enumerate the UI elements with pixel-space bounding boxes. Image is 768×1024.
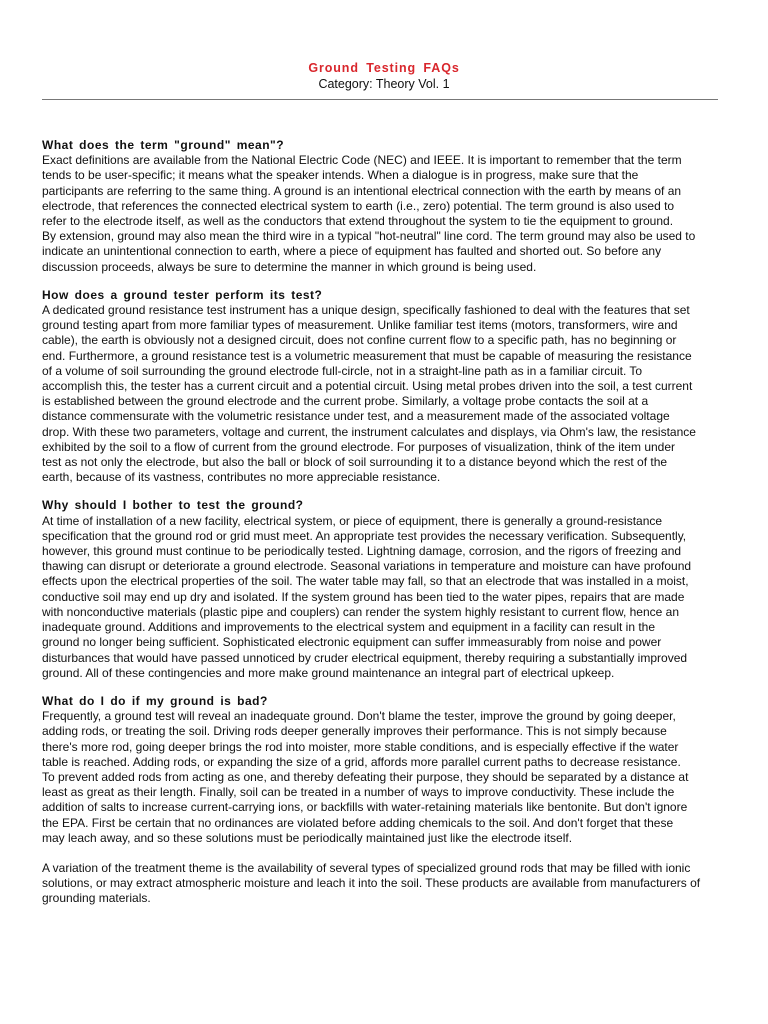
answer-line: the EPA. First be certain that no ordinances are violated before adding chemicals to the soil. And don't forget that these [42,815,674,830]
header-divider [42,99,718,100]
faq-answer [42,303,732,485]
answer-line: may leach away, and so these solutions must be periodically maintained just like the electrode itself. [42,830,573,845]
faq-question: How does a ground tester perform its test? [42,287,323,302]
answer-line: A dedicated ground resistance test instrument has a unique design, specifically fashioned to deal with the features that set [42,303,690,318]
faq-answer-continued [42,861,732,907]
answer-line: inadequate ground. Additions and improvements to the electrical system and equipment in a facility can result in the [42,620,656,635]
faq-answer [42,709,732,846]
answer-line: thawing can disrupt or deteriorate a ground electrode. Seasonal variations in temperature and moisture can have profound [42,559,692,574]
answer-line: specification that the ground rod or grid must meet. An appropriate test provides the necessary verification. Subsequently, [42,528,687,543]
paragraph-spacer [42,846,732,861]
faq-question: Why should I bother to test the ground? [42,498,304,513]
faq-question: What do I do if my ground is bad? [42,693,268,708]
faq-section-tester-test [42,288,732,486]
faq-answer [42,514,732,681]
answer-line: refer to the electrode itself, as well as the conductors that extend throughout the system to tie the equipment to ground. [42,214,674,229]
answer-line: of a volume of soil surrounding the ground electrode full-circle, not in a straight-line path as in a familiar circuit. To [42,363,643,378]
faq-section-why-test [42,498,732,680]
answer-line: ground. All of these contingencies and more make ground maintenance an integral part of electrical upkeep. [42,665,615,680]
answer-line: drop. With these two parameters, voltage and current, the instrument calculates and displays, via Ohm's law, the resistance [42,424,696,439]
answer-line: conductive soil may end up dry and isolated. If the system ground has been tied to the water pipes, repairs that are made [42,589,685,604]
answer-line: least as great as their length. Finally, soil can be treated in a number of ways to improve conductivity. These include the [42,785,675,800]
answer-line: ground testing apart from more familiar types of measurement. Unlike familiar test items (motors, transformers, wire and [42,318,678,333]
answer-line: however, this ground must continue to be periodically tested. Lightning damage, corrosion, and the rigors of freezing and [42,544,682,559]
answer-line: adding rods, or treating the soil. Driving rods deeper generally improves their performance. This is not simply because [42,724,667,739]
answer-line: with nonconductive materials (plastic pipe and couplers) can render the system highly resistant to current flow, hence an [42,604,679,619]
answer-line: Exact definitions are available from the National Electric Code (NEC) and IEEE. It is important to remember that the term [42,153,682,168]
answer-line: effects upon the electrical properties of the soil. The water table may fall, so that an electrode that was installed in a moist, [42,574,689,589]
answer-line: solutions, or may extract atmospheric moisture and leach it into the soil. These products are available from manufacturers of [42,876,701,891]
answer-line: participants are referring to the same thing. A ground is an intentional electrical connection with the earth by means of an [42,183,682,198]
answer-line: Frequently, a ground test will reveal an inadequate ground. Don't blame the tester, improve the ground by going deeper, [42,709,676,724]
answer-line: grounding materials. [42,891,151,906]
answer-line: To prevent added rods from acting as one, and thereby defeating their purpose, they should be separated by a distance at [42,769,689,784]
answer-line: At time of installation of a new facility, electrical system, or piece of equipment, there is generally a ground-resistance [42,513,663,528]
answer-line: table is reached. Adding rods, or expanding the size of a grid, affords more parallel current paths to decrease resistance. [42,754,681,769]
answer-line: there's more rod, going deeper brings the rod into moister, more stable conditions, and is especially effective if the water [42,739,679,754]
answer-line: indicate an unintentional connection to earth, where a piece of equipment has faulted and shorted out. So before any [42,244,662,259]
faq-answer [42,153,732,275]
answer-line: test as not only the electrode, but also the ball or block of soil surrounding it to a distance beyond which the rest of the [42,455,668,470]
answer-line: accomplish this, the tester has a current circuit and a potential circuit. Using metal probes driven into the soil, a test current [42,379,693,394]
document-category: Category: Theory Vol. 1 [318,77,450,91]
answer-line: By extension, ground may also mean the third wire in a typical "hot-neutral" line cord. The term ground may also be used to [42,229,696,244]
answer-line: distance commensurate with the volumetric resistance under test, and a measurement made of the associated voltage [42,409,670,424]
answer-line: tends to be user-specific; it means what the speaker intends. When a dialogue is in progress, make sure that the [42,168,639,183]
answer-line: discussion proceeds, always be sure to determine the manner in which ground is being used. [42,259,537,274]
answer-line: earth, because of its vastness, contributes no more appreciable resistance. [42,470,441,485]
faq-section-bad-ground [42,694,732,907]
answer-line: exhibited by the soil to a flow of current from the ground electrode. For purposes of visualization, think of the item under [42,439,676,454]
answer-line: addition of salts to increase current-carrying ions, or backfills with water-retaining materials like bentonite. But don't ignore [42,800,688,815]
faq-question: What does the term "ground" mean"? [42,138,285,152]
answer-line: end. Furthermore, a ground resistance test is a volumetric measurement that must be capable of measuring the resistance [42,348,692,363]
faq-section-ground-meaning [42,138,732,275]
document-title: Ground Testing FAQs [308,61,460,75]
answer-line: disturbances that would have passed unnoticed by cruder electrical equipment, thereby requiring a substantially improved [42,650,688,665]
answer-line: electrode, that references the connected electrical system to earth (i.e., zero) potential. The term ground is also used to [42,198,675,213]
answer-line: is established between the ground electrode and the current probe. Similarly, a voltage probe contacts the soil at a [42,394,649,409]
document-header [0,60,768,92]
document-body [42,138,732,920]
answer-line: ground no longer being sufficient. Sophisticated electronic equipment can suffer immeasurably from noise and power [42,635,662,650]
answer-line: cable), the earth is obviously not a designed circuit, does not confine current flow to a specific path, has no beginning or [42,333,677,348]
answer-line: A variation of the treatment theme is the availability of several types of specialized ground rods that may be filled with ionic [42,860,691,875]
